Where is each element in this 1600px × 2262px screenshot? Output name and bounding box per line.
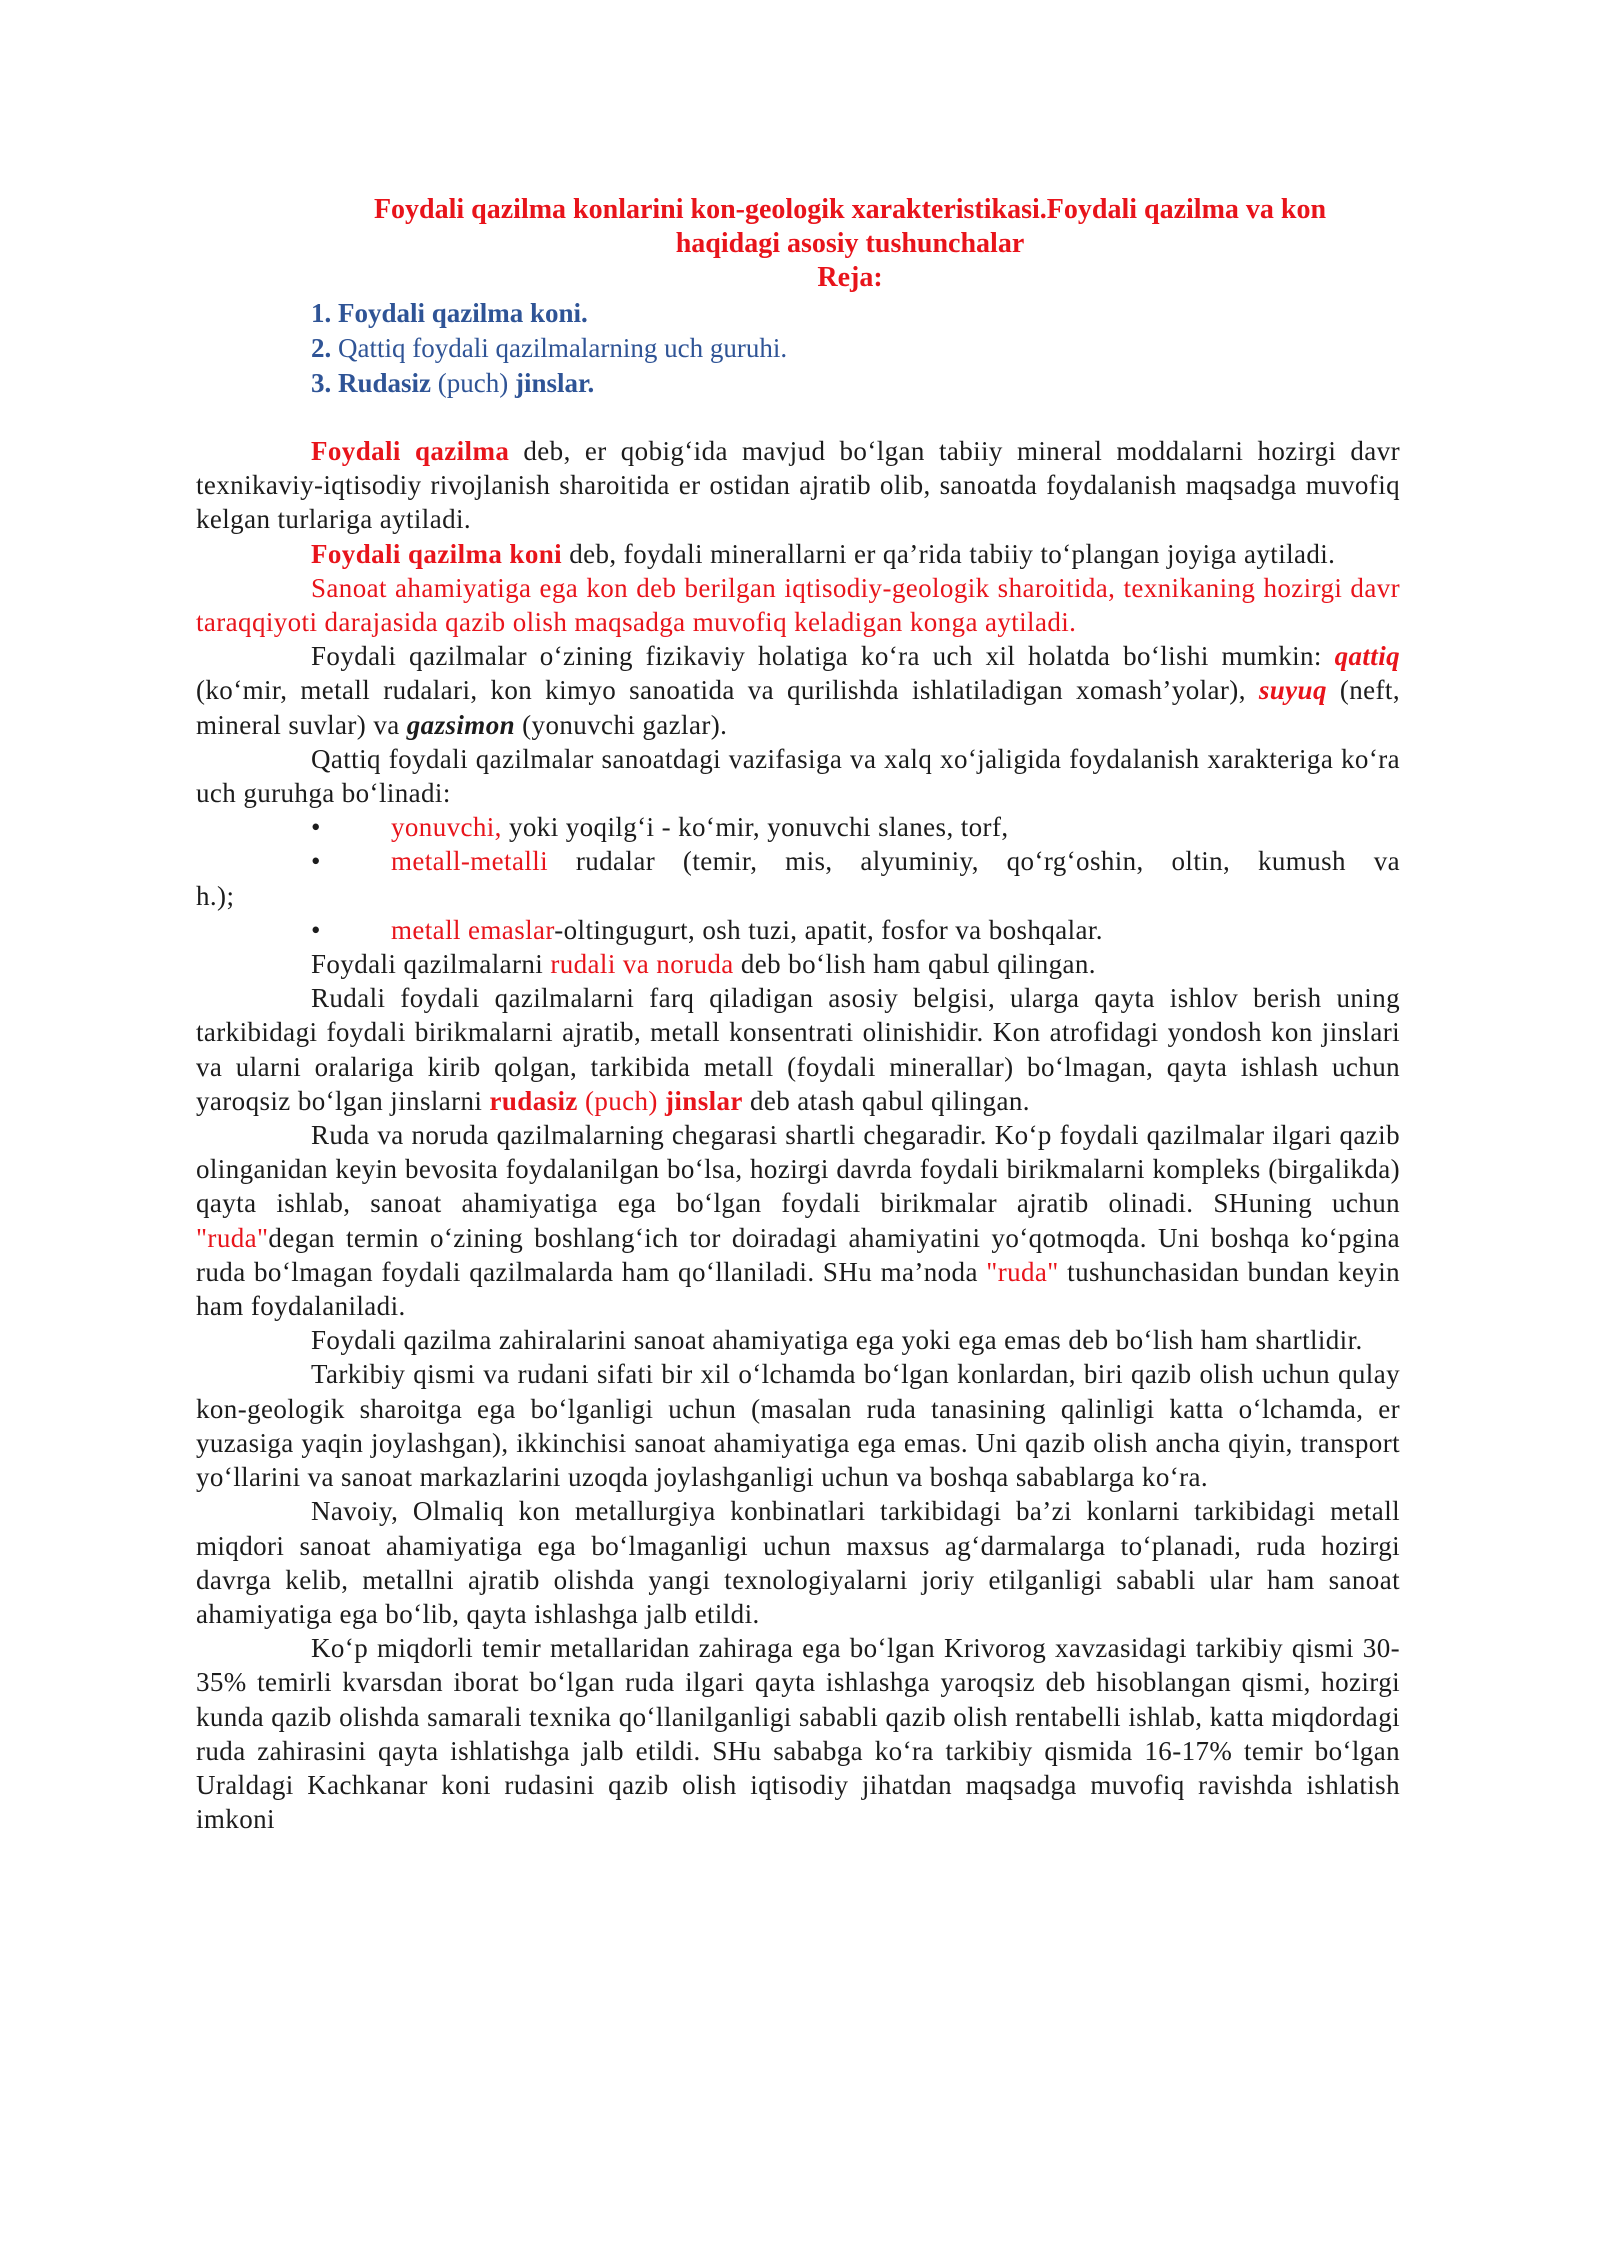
plan-item-text-bold: jinslar. [515, 368, 595, 398]
paragraph-composition: Tarkibiy qismi va rudani sifati bir xil o‘lchamda bo‘lgan konlardan, biri qazib olish uchun qulay kon-geologik sharoitga ega bo‘lganligi uchun (masalan ruda tanasining qalinligi katta o‘lchamda, er yuzasiga yaqin joylashgan), ikkinchisi sanoat ahamiyatiga ega emas. Uni qazib olish ancha qiyin, transport yo‘llarini va sanoat markazlarini uzoqda joylashganligi uchun va boshqa sabablarga ko‘ra. [196, 1359, 1400, 1493]
bullet-term: metall emaslar [391, 914, 555, 945]
paragraph-text: (neft, mineral suvlar) va [196, 675, 1400, 740]
bullet-text: rudalar (temir, mis, alyuminiy, qo‘rg‘oshin, oltin, kumush va [548, 846, 1400, 877]
paragraph-text: Foydali qazilmalarni [311, 949, 551, 980]
term-highlight: (puch) [577, 1085, 658, 1116]
paragraph-reserves: Foydali qazilma zahiralarini sanoat ahamiyatiga ega yoki ega emas deb bo‘lish ham shartlidir. [311, 1325, 1363, 1356]
term-highlight: rudasiz [489, 1085, 578, 1116]
title-line-2: haqidagi asosiy tushunchalar [675, 228, 1025, 259]
paragraph-text: deb, er qobig‘ida mavjud bo‘lgan tabiiy mineral moddalarni hozirgi davr texnikaviy-iqtisodiy rivojlanish sharoitida er ostidan ajratib olib, sanoatda foydalanish maqsadga muvofiq kelgan turlariga aytiladi. [196, 436, 1400, 535]
paragraph-industrial-deposit: Sanoat ahamiyatiga ega kon deb berilgan iqtisodiy-geologik sharoitida, texnikaning hozirgi davr taraqqiyoti darajasida qazib olish maqsadga muvofiq keladigan konga aytiladi. [196, 572, 1400, 638]
plan-item-text: Qattiq foydali qazilmalarning uch guruhi. [338, 333, 788, 363]
bullet-item-1 [196, 810, 1400, 844]
bullet-icon: • [311, 812, 321, 843]
bullet-icon: • [311, 914, 321, 945]
paragraph-boundary [196, 1118, 1400, 1323]
plan-item-text: Foydali qazilma koni. [338, 298, 588, 328]
paragraph-text: tushunchasidan bundan keyin ham foydalaniladi. [196, 1256, 1400, 1322]
term-highlight: "ruda" [196, 1222, 269, 1253]
document-title [300, 193, 1400, 295]
plan-item-2 [311, 331, 787, 366]
paragraph-definition [196, 434, 1400, 537]
plan-item-number: 3. [311, 368, 332, 398]
paragraph-text: deb bo‘lish ham qabul qilingan. [733, 949, 1096, 980]
paragraph-physical-states [196, 639, 1400, 742]
bullet-item-2 [196, 844, 1400, 878]
plan-item-text-bold: Rudasiz [338, 368, 432, 398]
paragraph-text: Ruda va noruda qazilmalarning chegarasi shartli chegaradir. Ko‘p foydali qazilmalar ilgari qazib olinganidan keyin bevosita foydalanilgan bo‘lsa, hozirgi davrda foydali birikmalarni kompleks (birgalikda) qayta ishlab, sanoat ahamiyatiga ega bo‘lgan foydali birikmalar ajratib olinadi. SHuning uchun [196, 1120, 1400, 1219]
term-highlight: Foydali qazilma koni [311, 538, 563, 569]
paragraph-deposit [196, 537, 1400, 571]
document-body [196, 434, 1400, 1836]
plan-item-text: (puch) [437, 368, 509, 398]
term-highlight: Foydali qazilma [311, 436, 510, 466]
plan-item-number: 1. [311, 298, 332, 328]
paragraph-ore-features [196, 981, 1400, 1118]
term-highlight: rudali va noruda [550, 949, 734, 980]
title-line-1: Foydali qazilma konlarini kon-geologik xarakteristikasi.Foydali qazilma va kon [373, 194, 1327, 225]
bullet-term: yonuvchi, [391, 812, 502, 843]
bullet-text: yoki yoqilg‘i - ko‘mir, yonuvchi slanes, torf, [501, 812, 1009, 843]
plan-list [311, 296, 787, 401]
plan-item-3 [311, 366, 787, 401]
paragraph-text: deb atash qabul qilingan. [742, 1085, 1030, 1116]
bullet-item-3 [196, 913, 1400, 947]
bullet-item-2-continuation: h.); [196, 880, 235, 911]
paragraph-navoiy: Navoiy, Olmaliq kon metallurgiya konbinatlari tarkibidagi ba’zi konlarni tarkibidagi metall miqdori sanoat ahamiyatiga ega bo‘lmaganligi uchun maxsus ag‘darmalarga to‘planadi, ruda hozirgi davrga kelib, metallni ajratib olishda yangi texnologiyalarni joriy etilganligi sababli ular ham sanoat ahamiyatiga ega bo‘lib, qayta ishlashga jalb etildi. [196, 1496, 1400, 1629]
paragraph-text: (yonuvchi gazlar). [515, 709, 728, 740]
paragraph-krivorog: Ko‘p miqdorli temir metallaridan zahiraga ega bo‘lgan Krivorog xavzasidagi tarkibiy qismi 30-35% temirli kvarsdan iborat bo‘lgan ruda ilgari qayta ishlashga yaroqsiz deb hisoblangan qismi, hozirgi kunda qazib olishda samarali texnika qo‘llanilganligi sababli qazib olish rentabelli ishlab, katta miqdordagi ruda zahirasini qayta ishlatishga jalb etildi. SHu sababga ko‘ra tarkibiy qismida 16-17% temir bo‘lgan Uraldagi Kachkanar koni rudasini qazib olish iqtisodiy jihatdan maqsadga muvofiq ravishda ishlatish imkoni [196, 1633, 1400, 1835]
bullet-text: -oltingugurt, osh tuzi, apatit, fosfor va boshqalar. [554, 914, 1103, 945]
paragraph-text: Foydali qazilmalar o‘zining fizikaviy holatiga ko‘ra uch xil holatda bo‘lishi mumkin: [311, 641, 1335, 672]
plan-item-number: 2. [311, 333, 332, 363]
term-highlight: qattiq [1334, 641, 1400, 672]
term-emphasis: gazsimon [406, 709, 516, 740]
bullet-term: metall-metalli [391, 846, 549, 877]
plan-item-1 [311, 296, 787, 331]
bullet-icon: • [311, 846, 321, 877]
title-plan-heading: Reja: [817, 262, 883, 293]
paragraph-text: degan termin o‘zining boshlang‘ich tor doiradagi ahamiyatini yo‘qotmoqda. Uni boshqa ko‘pgina ruda bo‘lmagan foydali qazilmalarda ham qo‘llaniladi. SHu ma’noda [196, 1222, 1400, 1287]
paragraph-text: (ko‘mir, metall rudalari, kon kimyo sanoatida va qurilishda ishlatiladigan xomash’yolar), [196, 675, 1259, 706]
term-highlight: "ruda" [986, 1256, 1059, 1287]
paragraph-text: deb, foydali minerallarni er qa’rida tabiiy to‘plangan joyiga aytiladi. [562, 538, 1336, 569]
paragraph-groups: Qattiq foydali qazilmalar sanoatdagi vazifasiga va xalq xo‘jaligida foydalanish xarakteriga ko‘ra uch guruhga bo‘linadi: [196, 743, 1400, 809]
term-highlight: suyuq [1258, 675, 1327, 706]
paragraph-ore-nonore [196, 947, 1400, 981]
term-highlight: jinslar [664, 1085, 743, 1116]
paragraph-text: Rudali foydali qazilmalarni farq qiladigan asosiy belgisi, ularga qayta ishlov berish uning tarkibidagi foydali birikmalarni ajratib, metall konsentrati olinishidir. Kon atrofidagi yondosh kon jinslari va ularni oralariga kirib qolgan, tarkibida metall (foydali minerallar) bo‘lmagan, qayta ishlash uchun yaroqsiz bo‘lgan jinslarni [196, 983, 1400, 1116]
